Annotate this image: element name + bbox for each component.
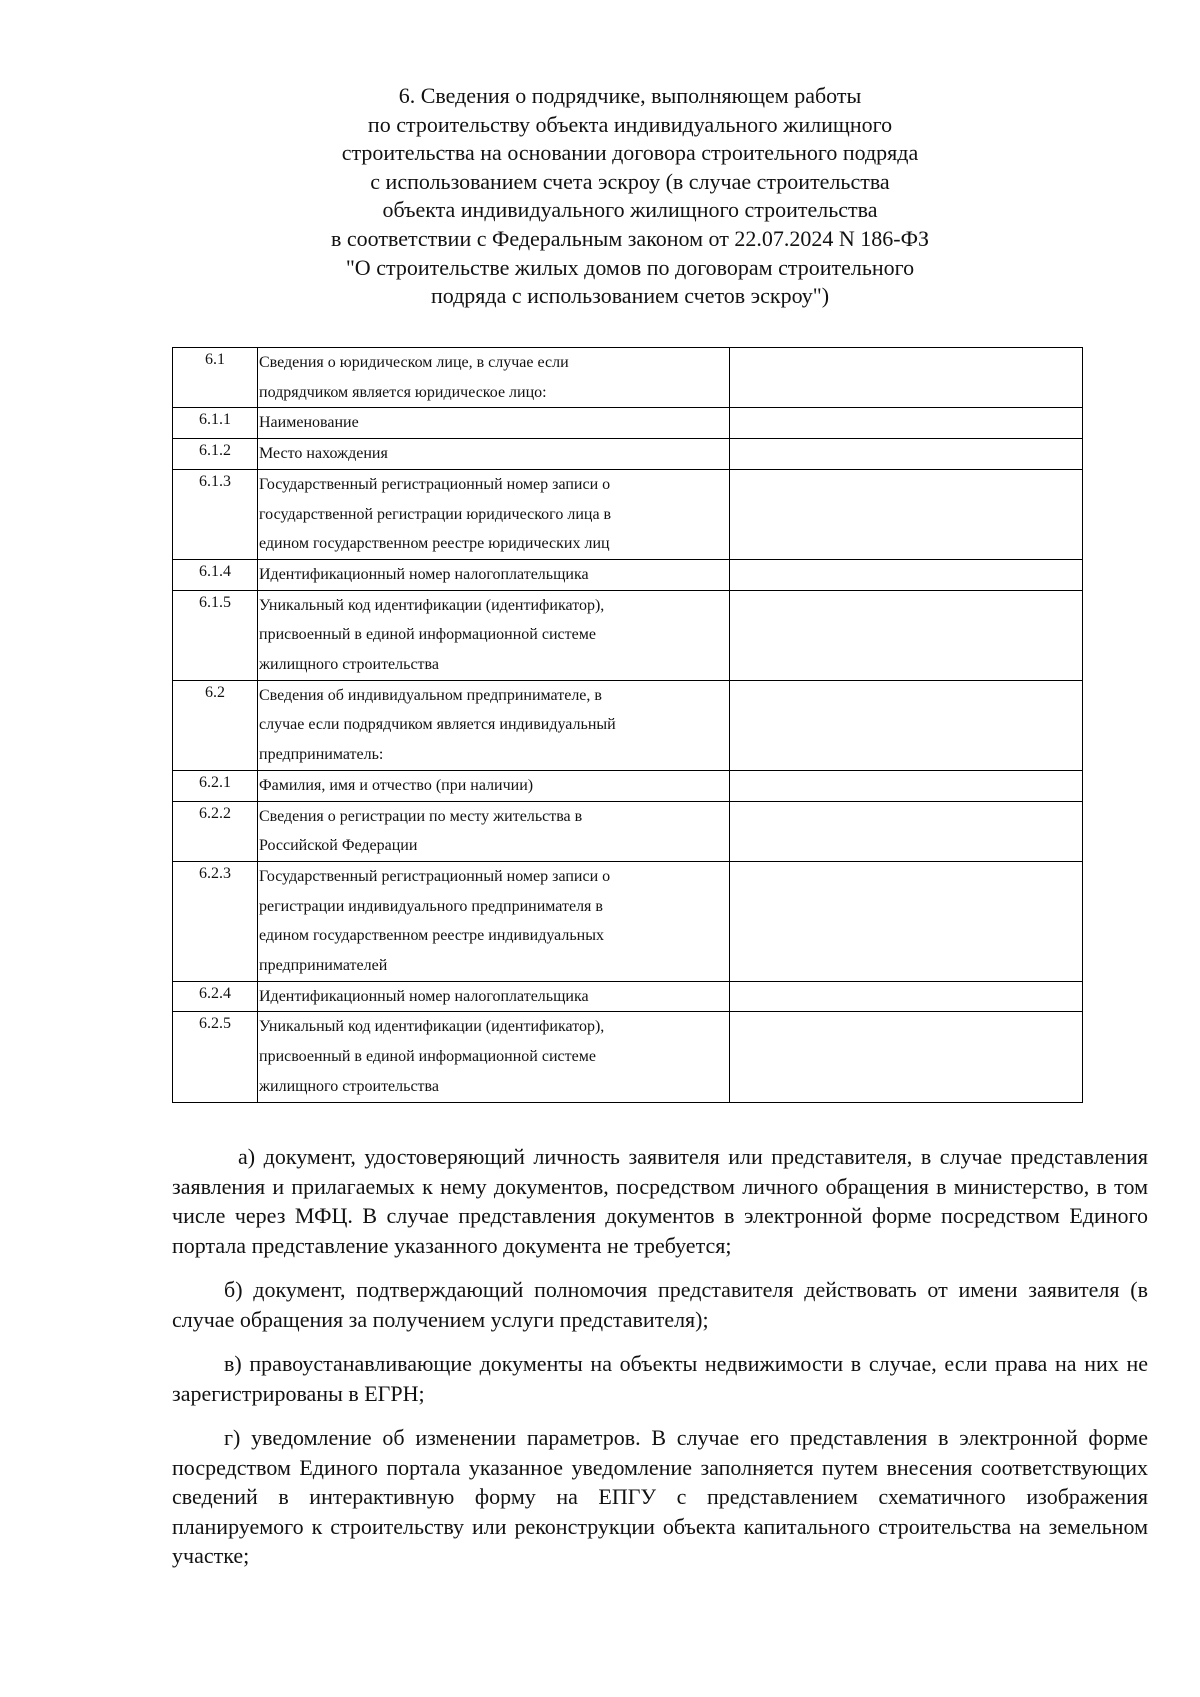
- row-label-line: регистрации индивидуального предпринимателя в: [259, 897, 603, 915]
- row-label-line: Сведения о юридическом лице, в случае если: [259, 354, 569, 371]
- row-label-line: Идентификационный номер налогоплательщика: [259, 565, 589, 583]
- list-item: г) уведомление об изменении параметров. В случае его представления в электронной форме посредством Единого портала указанное уведомление заполняется путем внесения соответствующих сведений в интерактивную форму на ЕПГУ с представлением схематичного изображения планируемого к строительству или реконструкции объекта капитального строительства на земельном участке;: [172, 1425, 1148, 1568]
- row-number: 6.1.5: [173, 590, 258, 680]
- row-label: [258, 981, 730, 1012]
- document-list: [172, 1142, 1148, 1586]
- row-label-line: предпринимателей: [259, 957, 388, 975]
- list-item: б) документ, подтверждающий полномочия представителя действовать от имени заявителя (в случае обращения за получением услуги представителя);: [172, 1277, 1148, 1332]
- row-label-line: Фамилия, имя и отчество (при наличии): [259, 776, 534, 794]
- value-cell[interactable]: [730, 590, 1083, 680]
- row-label: [258, 408, 730, 439]
- table-row: [173, 559, 1083, 590]
- row-label: [258, 439, 730, 470]
- value-cell[interactable]: [730, 348, 1083, 408]
- row-label-line: Сведения о регистрации по месту жительства в: [259, 807, 583, 825]
- value-cell[interactable]: [730, 439, 1083, 470]
- row-label-line: Место нахождения: [259, 445, 388, 463]
- contractor-info-table: [172, 347, 1083, 1103]
- value-cell[interactable]: [730, 981, 1083, 1012]
- row-label-line: подрядчиком является юридическое лицо:: [259, 383, 547, 401]
- table-row: [173, 348, 1083, 408]
- row-label-line: Уникальный код идентификации (идентификатор),: [259, 1018, 605, 1036]
- row-label: [258, 469, 730, 559]
- row-number: 6.1.1: [173, 408, 258, 439]
- row-number: 6.2.1: [173, 770, 258, 801]
- list-item: а) документ, удостоверяющий личность заявителя или представителя, в случае представления заявления и прилагаемых к нему документов, посредством личного обращения в министерство, в том числе через МФЦ. В случае представления документов в электронной форме посредством Единого портала представление указанного документа не требуется;: [172, 1144, 1148, 1258]
- table-row: [173, 801, 1083, 861]
- heading-line: объекта индивидуального жилищного строительства: [382, 197, 878, 223]
- heading-line: строительства на основании договора строительного подряда: [341, 140, 919, 166]
- list-item: в) правоустанавливающие документы на объекты недвижимости в случае, если права на них не зарегистрированы в ЕГРН;: [172, 1351, 1148, 1406]
- heading-line: в соответствии с Федеральным законом от 22.07.2024 N 186-ФЗ: [331, 225, 929, 251]
- heading-line: 6. Сведения о подрядчике, выполняющем работы: [398, 83, 862, 108]
- table-row: [173, 770, 1083, 801]
- table-row: [173, 1012, 1083, 1102]
- row-number: 6.2.5: [173, 1012, 258, 1102]
- value-cell[interactable]: [730, 469, 1083, 559]
- row-label: [258, 348, 730, 408]
- value-cell[interactable]: [730, 680, 1083, 770]
- row-label-line: Наименование: [259, 414, 359, 432]
- row-label: [258, 559, 730, 590]
- value-cell[interactable]: [730, 801, 1083, 861]
- table-row: [173, 680, 1083, 770]
- row-label-line: Государственный регистрационный номер записи о: [259, 475, 611, 493]
- row-label-line: государственной регистрации юридического лица в: [259, 505, 612, 523]
- table-row: [173, 408, 1083, 439]
- row-number: 6.1.4: [173, 559, 258, 590]
- row-label-line: Государственный регистрационный номер записи о: [259, 867, 611, 885]
- row-label-line: предприниматель:: [259, 746, 384, 764]
- row-label-line: присвоенный в единой информационной системе: [259, 1048, 596, 1066]
- row-label-line: Сведения об индивидуальном предпринимателе, в: [259, 686, 602, 704]
- row-label-line: едином государственном реестре индивидуальных: [259, 927, 604, 945]
- table-row: [173, 861, 1083, 981]
- row-label-line: жилищного строительства: [259, 1077, 439, 1095]
- section-heading: [280, 82, 980, 311]
- row-number: 6.1.3: [173, 469, 258, 559]
- row-label: [258, 861, 730, 981]
- row-label: [258, 1012, 730, 1102]
- row-number: 6.2.4: [173, 981, 258, 1012]
- row-number: 6.2.3: [173, 861, 258, 981]
- row-label-line: случае если подрядчиком является индивидуальный: [259, 716, 616, 734]
- row-label-line: едином государственном реестре юридических лиц: [259, 535, 610, 553]
- row-number: 6.2.2: [173, 801, 258, 861]
- row-number: 6.1.2: [173, 439, 258, 470]
- heading-line: "О строительстве жилых домов по договорам строительного: [345, 254, 915, 280]
- value-cell[interactable]: [730, 861, 1083, 981]
- heading-line: по строительству объекта индивидуального жилищного: [367, 111, 893, 137]
- row-label-line: жилищного строительства: [259, 656, 439, 674]
- row-label-line: Уникальный код идентификации (идентификатор),: [259, 596, 605, 614]
- row-label: [258, 770, 730, 801]
- row-number: 6.1: [173, 348, 258, 408]
- row-label: [258, 801, 730, 861]
- value-cell[interactable]: [730, 408, 1083, 439]
- table-row: [173, 590, 1083, 680]
- row-label-line: Российской Федерации: [259, 837, 418, 855]
- value-cell[interactable]: [730, 770, 1083, 801]
- table-row: [173, 439, 1083, 470]
- row-label: [258, 680, 730, 770]
- heading-line: подряда с использованием счетов эскроу"): [430, 283, 830, 309]
- row-label: [258, 590, 730, 680]
- heading-line: с использованием счета эскроу (в случае строительства: [370, 168, 890, 194]
- table-row: [173, 981, 1083, 1012]
- value-cell[interactable]: [730, 1012, 1083, 1102]
- table-row: [173, 469, 1083, 559]
- row-label-line: присвоенный в единой информационной системе: [259, 626, 596, 644]
- value-cell[interactable]: [730, 559, 1083, 590]
- row-label-line: Идентификационный номер налогоплательщика: [259, 987, 589, 1005]
- row-number: 6.2: [173, 680, 258, 770]
